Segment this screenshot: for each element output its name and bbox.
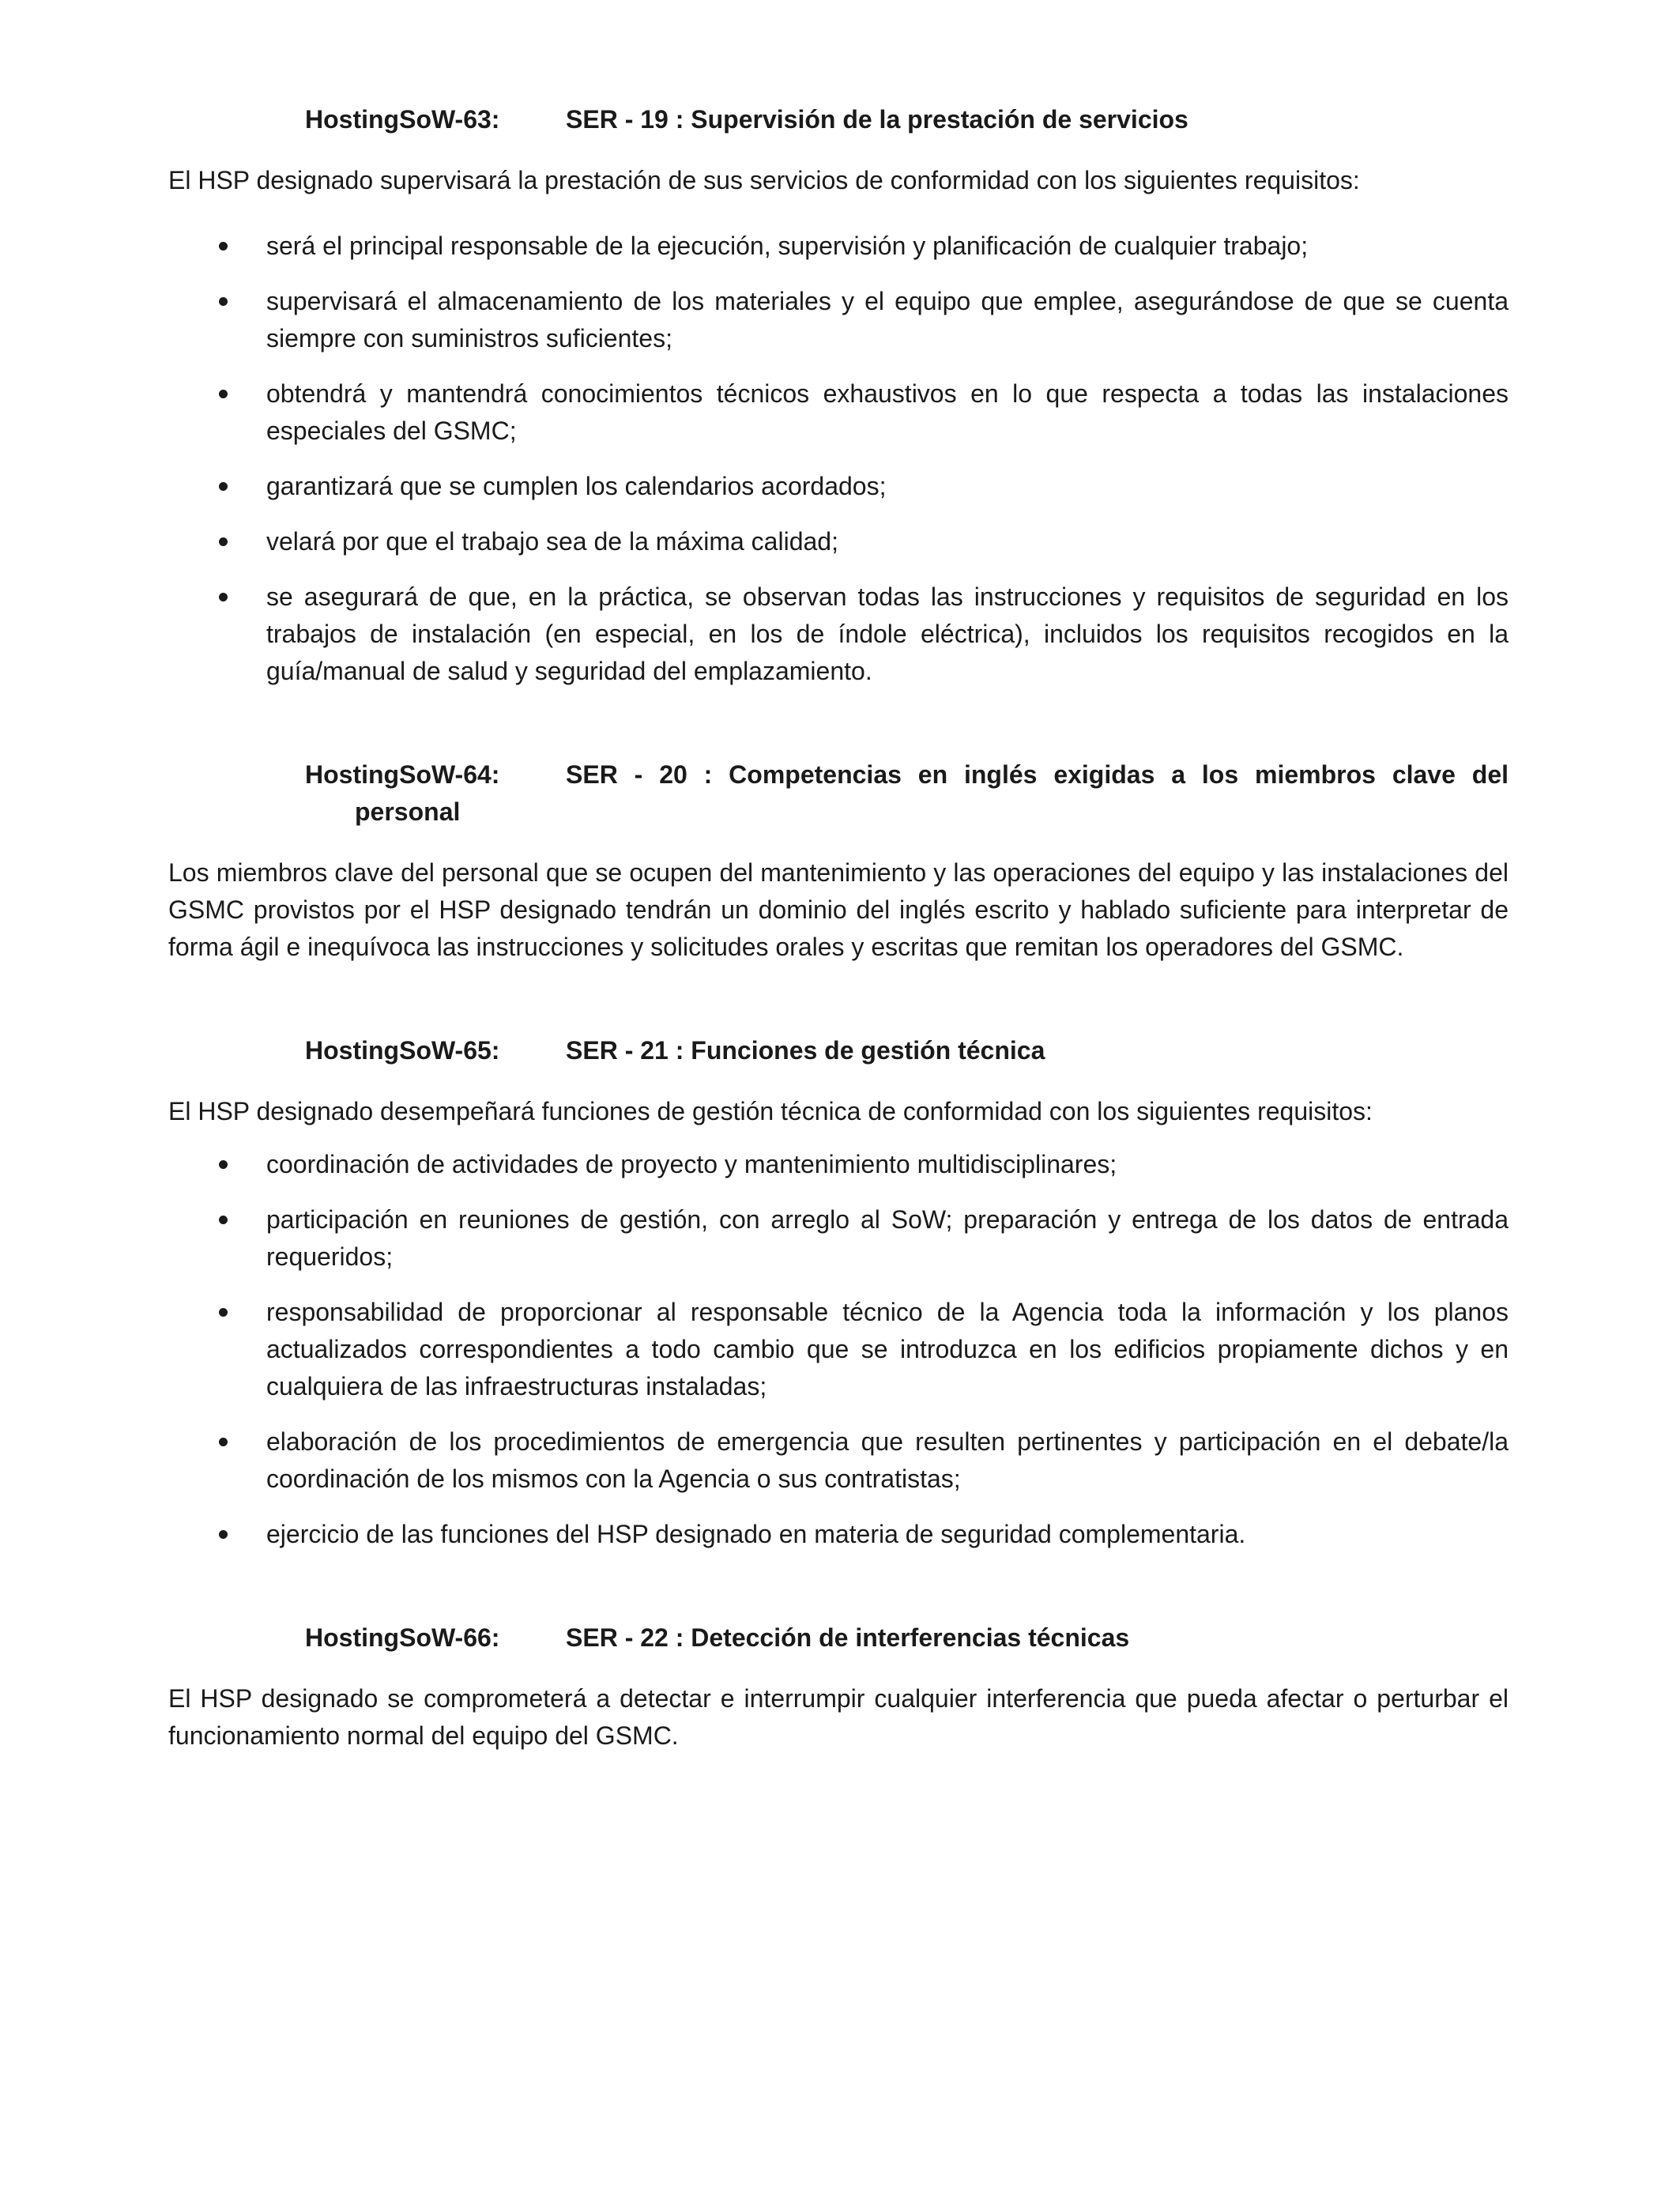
requirement-id: HostingSoW-65: (305, 1036, 500, 1065)
section-intro: El HSP designado supervisará la prestación de sus servicios de conformidad con los siguientes requisitos: (168, 166, 1360, 194)
bullet-icon (219, 390, 228, 398)
requirement-title: SER - 19 : Supervisión de la prestación de servicios (566, 105, 1188, 134)
document-content (168, 101, 1509, 1755)
bullet-icon (219, 297, 228, 306)
requirement-title: SER - 21 : Funciones de gestión técnica (566, 1036, 1045, 1065)
requirement-list (168, 228, 1509, 690)
section-hostingsow-65 (168, 1032, 1509, 1553)
list-item (168, 523, 1509, 560)
requirement-id: HostingSoW-64: (305, 760, 500, 789)
bullet-icon (219, 593, 228, 601)
list-item (168, 1294, 1509, 1405)
bullet-icon (219, 1438, 228, 1446)
list-item (168, 228, 1509, 265)
list-item (168, 1423, 1509, 1498)
requirement-title: SER - 20 : Competencias en inglés exigidas a los miembros clave del (566, 760, 1509, 789)
list-item (168, 579, 1509, 690)
section-intro: El HSP designado desempeñará funciones de gestión técnica de conformidad con los siguientes requisitos: (168, 1097, 1373, 1125)
list-item-text: obtendrá y mantendrá conocimientos técnicos exhaustivos en lo que respecta a todas las instalaciones especiales del GSMC; (266, 379, 1509, 445)
list-item (168, 375, 1509, 450)
bullet-icon (219, 1530, 228, 1539)
requirement-title: SER - 22 : Detección de interferencias técnicas (566, 1623, 1130, 1652)
section-hostingsow-64 (168, 756, 1509, 966)
requirement-id: HostingSoW-66: (305, 1623, 500, 1652)
bullet-icon (219, 537, 228, 546)
section-heading (168, 756, 1509, 831)
section-heading (168, 101, 1509, 138)
bullet-icon (219, 1308, 228, 1317)
list-item-text: participación en reuniones de gestión, con arreglo al SoW; preparación y entrega de los datos de entrada requeridos; (266, 1205, 1509, 1271)
requirement-id: HostingSoW-63: (305, 105, 500, 134)
section-body: Los miembros clave del personal que se ocupen del mantenimiento y las operaciones del equipo y las instalaciones del GSMC provistos por el HSP designado tendrán un dominio del inglés escrito y hablado suficiente para interpretar de forma ágil e inequívoca las instrucciones y solicitudes orales y escritas que remitan los operadores del GSMC. (168, 858, 1509, 961)
requirement-list (168, 1146, 1509, 1553)
list-item-text: garantizará que se cumplen los calendarios acordados; (266, 472, 887, 500)
list-item-text: elaboración de los procedimientos de emergencia que resulten pertinentes y participación en el debate/la coordinación de los mismos con la Agencia o sus contratistas; (266, 1427, 1509, 1493)
section-heading (168, 1619, 1509, 1657)
section-hostingsow-63 (168, 101, 1509, 690)
bullet-icon (219, 482, 228, 491)
list-item-text: ejercicio de las funciones del HSP designado en materia de seguridad complementaria. (266, 1520, 1246, 1548)
list-item (168, 1516, 1509, 1553)
list-item (168, 1146, 1509, 1183)
section-body: El HSP designado se comprometerá a detectar e interrumpir cualquier interferencia que pueda afectar o perturbar el funcionamiento normal del equipo del GSMC. (168, 1684, 1509, 1750)
list-item (168, 468, 1509, 505)
list-item-text: coordinación de actividades de proyecto y mantenimiento multidisciplinares; (266, 1150, 1117, 1178)
list-item-text: supervisará el almacenamiento de los materiales y el equipo que emplee, asegurándose de que se cuenta siempre con suministros suficientes; (266, 287, 1509, 352)
bullet-icon (219, 1216, 228, 1224)
list-item (168, 283, 1509, 357)
list-item-text: será el principal responsable de la ejecución, supervisión y planificación de cualquier trabajo; (266, 232, 1309, 260)
section-heading (168, 1032, 1509, 1069)
bullet-icon (219, 242, 228, 251)
bullet-icon (219, 1160, 228, 1169)
requirement-title-continued: personal (355, 797, 461, 826)
list-item (168, 1201, 1509, 1276)
list-item-text: velará por que el trabajo sea de la máxima calidad; (266, 527, 838, 556)
section-hostingsow-66 (168, 1619, 1509, 1755)
list-item-text: responsabilidad de proporcionar al responsable técnico de la Agencia toda la información y los planos actualizados correspondientes a todo cambio que se introduzca en los edificios propiamente dichos y en cualquiera de las infraestructuras instaladas; (266, 1298, 1509, 1400)
list-item-text: se asegurará de que, en la práctica, se observan todas las instrucciones y requisitos de seguridad en los trabajos de instalación (en especial, en los de índole eléctrica), incluidos los requisitos recogidos en la guía/manual de salud y seguridad del emplazamiento. (266, 582, 1509, 685)
